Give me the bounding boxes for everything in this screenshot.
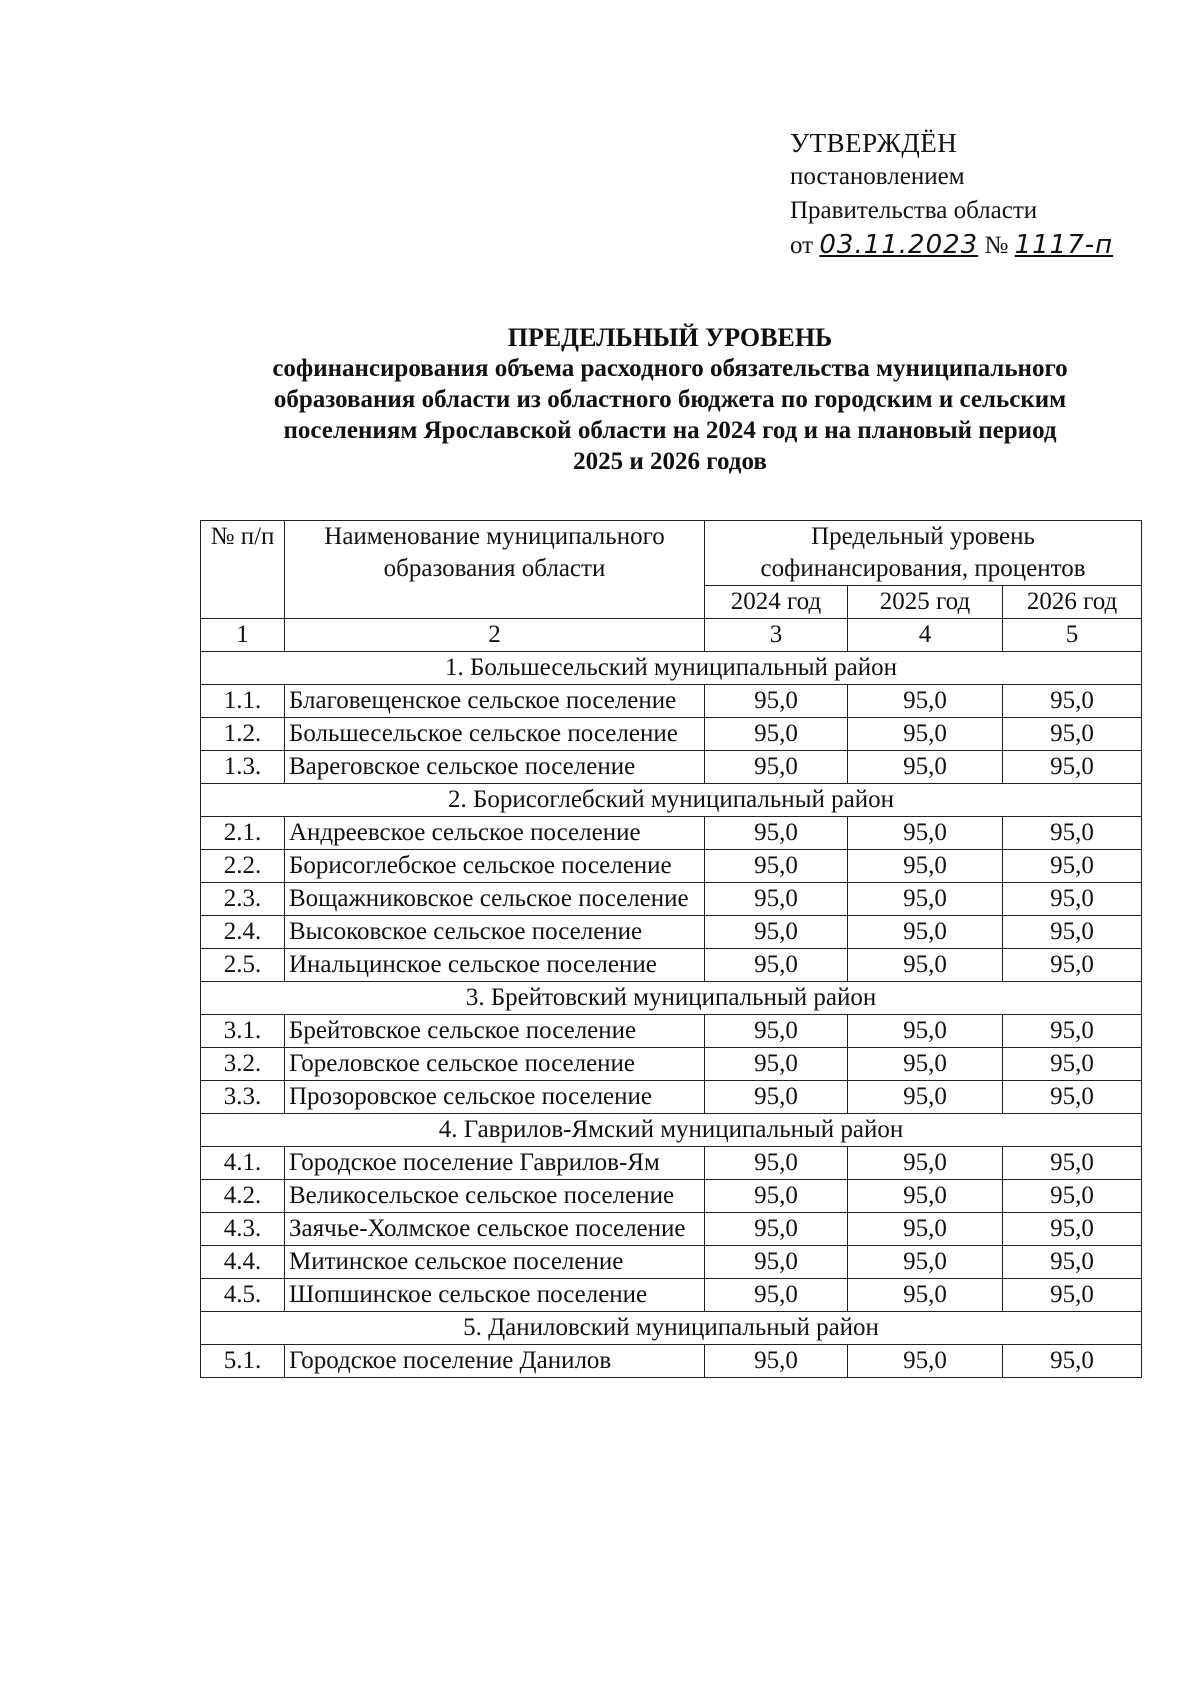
title-subtitle-2: образования области из областного бюджета по городским и сельским	[273, 386, 1067, 413]
municipality-name: Инальцинское сельское поселение	[285, 949, 705, 982]
value-2024: 95,0	[705, 1081, 848, 1114]
row-number: 2.5.	[201, 949, 285, 982]
value-2025: 95,0	[848, 883, 1003, 916]
value-2024: 95,0	[705, 1180, 848, 1213]
approval-stamp: УТВЕРЖДЁН	[790, 128, 958, 158]
cofinancing-table	[200, 520, 1142, 1378]
table-row	[201, 817, 1142, 850]
row-number: 3.1.	[201, 1015, 285, 1048]
municipality-name: Благовещенское сельское поселение	[285, 685, 705, 718]
value-2026: 95,0	[1003, 817, 1142, 850]
number-prefix: №	[984, 232, 1009, 259]
municipality-name: Заячье-Холмское сельское поселение	[285, 1213, 705, 1246]
col-number-2: 2	[285, 619, 705, 652]
value-2026: 95,0	[1003, 1147, 1142, 1180]
value-2025: 95,0	[848, 718, 1003, 751]
section-title: 3. Брейтовский муниципальный район	[201, 982, 1142, 1015]
row-number: 4.4.	[201, 1246, 285, 1279]
value-2026: 95,0	[1003, 1015, 1142, 1048]
table-row	[201, 1213, 1142, 1246]
value-2026: 95,0	[1003, 1048, 1142, 1081]
table-row	[201, 850, 1142, 883]
header-year-2026: 2026 год	[1003, 586, 1142, 619]
municipality-name: Большесельское сельское поселение	[285, 718, 705, 751]
municipality-name: Андреевское сельское поселение	[285, 817, 705, 850]
title-main: ПРЕДЕЛЬНЫЙ УРОВЕНЬ	[507, 323, 833, 352]
row-number: 4.5.	[201, 1279, 285, 1312]
value-2025: 95,0	[848, 1279, 1003, 1312]
value-2026: 95,0	[1003, 751, 1142, 784]
value-2025: 95,0	[848, 949, 1003, 982]
municipality-name: Великосельское сельское поселение	[285, 1180, 705, 1213]
row-number: 2.1.	[201, 817, 285, 850]
value-2024: 95,0	[705, 1213, 848, 1246]
table-header	[201, 521, 1142, 652]
value-2026: 95,0	[1003, 883, 1142, 916]
table-row	[201, 883, 1142, 916]
municipality-name: Высоковское сельское поселение	[285, 916, 705, 949]
table-row	[201, 949, 1142, 982]
header-level: Предельный уровень софинансирования, процентов	[705, 521, 1142, 586]
section-title: 5. Даниловский муниципальный район	[201, 1312, 1142, 1345]
approval-date-line	[790, 228, 1113, 263]
value-2025: 95,0	[848, 1048, 1003, 1081]
value-2024: 95,0	[705, 1048, 848, 1081]
value-2025: 95,0	[848, 850, 1003, 883]
table-row	[201, 685, 1142, 718]
value-2024: 95,0	[705, 817, 848, 850]
row-number: 1.1.	[201, 685, 285, 718]
municipality-name: Гореловское сельское поселение	[285, 1048, 705, 1081]
value-2025: 95,0	[848, 751, 1003, 784]
title-subtitle-3: поселениям Ярославской области на 2024 год и на плановый период	[283, 417, 1057, 444]
table-row	[201, 1048, 1142, 1081]
approval-authority: Правительства области	[790, 197, 1038, 224]
value-2024: 95,0	[705, 1147, 848, 1180]
title-subtitle-1: софинансирования объема расходного обязательства муниципального	[272, 355, 1068, 382]
table-row	[201, 1246, 1142, 1279]
col-number-5: 5	[1003, 619, 1142, 652]
section-row	[201, 652, 1142, 685]
row-number: 3.3.	[201, 1081, 285, 1114]
title-subtitle-4: 2025 и 2026 годов	[573, 448, 767, 475]
value-2025: 95,0	[848, 1180, 1003, 1213]
table-row	[201, 1345, 1142, 1378]
municipality-name: Брейтовское сельское поселение	[285, 1015, 705, 1048]
value-2026: 95,0	[1003, 1180, 1142, 1213]
approval-date: 03.11.2023	[819, 230, 979, 260]
table-row	[201, 718, 1142, 751]
value-2025: 95,0	[848, 1213, 1003, 1246]
municipality-name: Шопшинское сельское поселение	[285, 1279, 705, 1312]
row-number: 5.1.	[201, 1345, 285, 1378]
section-title: 2. Борисоглебский муниципальный район	[201, 784, 1142, 817]
value-2025: 95,0	[848, 1081, 1003, 1114]
municipality-name: Борисоглебское сельское поселение	[285, 850, 705, 883]
value-2026: 95,0	[1003, 850, 1142, 883]
value-2024: 95,0	[705, 685, 848, 718]
value-2024: 95,0	[705, 949, 848, 982]
section-title: 4. Гаврилов-Ямский муниципальный район	[201, 1114, 1142, 1147]
header-num: № п/п	[201, 521, 285, 619]
approval-number: 1117-п	[1014, 230, 1114, 260]
value-2026: 95,0	[1003, 1345, 1142, 1378]
value-2025: 95,0	[848, 817, 1003, 850]
col-number-4: 4	[848, 619, 1003, 652]
value-2024: 95,0	[705, 1015, 848, 1048]
value-2025: 95,0	[848, 1015, 1003, 1048]
value-2026: 95,0	[1003, 949, 1142, 982]
value-2026: 95,0	[1003, 1279, 1142, 1312]
table-row	[201, 751, 1142, 784]
value-2026: 95,0	[1003, 916, 1142, 949]
row-number: 2.4.	[201, 916, 285, 949]
municipality-name: Вощажниковское сельское поселение	[285, 883, 705, 916]
table-row	[201, 1279, 1142, 1312]
approval-block	[790, 126, 1113, 263]
section-row	[201, 982, 1142, 1015]
header-name: Наименование муниципального образования области	[285, 521, 705, 619]
value-2026: 95,0	[1003, 1213, 1142, 1246]
row-number: 4.1.	[201, 1147, 285, 1180]
section-row	[201, 1312, 1142, 1345]
header-year-2024: 2024 год	[705, 586, 848, 619]
value-2024: 95,0	[705, 916, 848, 949]
table-row	[201, 1015, 1142, 1048]
municipality-name: Митинское сельское поселение	[285, 1246, 705, 1279]
value-2026: 95,0	[1003, 1246, 1142, 1279]
value-2025: 95,0	[848, 1345, 1003, 1378]
municipality-name: Городское поселение Данилов	[285, 1345, 705, 1378]
value-2025: 95,0	[848, 916, 1003, 949]
value-2024: 95,0	[705, 850, 848, 883]
municipality-name: Городское поселение Гаврилов-Ям	[285, 1147, 705, 1180]
value-2025: 95,0	[848, 685, 1003, 718]
section-row	[201, 1114, 1142, 1147]
table-row	[201, 1147, 1142, 1180]
value-2025: 95,0	[848, 1246, 1003, 1279]
document-title	[200, 322, 1140, 477]
value-2024: 95,0	[705, 1345, 848, 1378]
table-body	[201, 652, 1142, 1378]
row-number: 1.2.	[201, 718, 285, 751]
row-number: 2.3.	[201, 883, 285, 916]
col-number-1: 1	[201, 619, 285, 652]
municipality-name: Прозоровское сельское поселение	[285, 1081, 705, 1114]
col-number-3: 3	[705, 619, 848, 652]
value-2025: 95,0	[848, 1147, 1003, 1180]
municipality-name: Вареговское сельское поселение	[285, 751, 705, 784]
approval-decree: постановлением	[790, 163, 965, 190]
table-row	[201, 1081, 1142, 1114]
value-2026: 95,0	[1003, 1081, 1142, 1114]
value-2024: 95,0	[705, 883, 848, 916]
table-row	[201, 1180, 1142, 1213]
value-2026: 95,0	[1003, 685, 1142, 718]
date-prefix: от	[790, 232, 814, 259]
row-number: 1.3.	[201, 751, 285, 784]
row-number: 3.2.	[201, 1048, 285, 1081]
row-number: 4.2.	[201, 1180, 285, 1213]
value-2024: 95,0	[705, 1246, 848, 1279]
value-2026: 95,0	[1003, 718, 1142, 751]
header-year-2025: 2025 год	[848, 586, 1003, 619]
table-row	[201, 916, 1142, 949]
value-2024: 95,0	[705, 751, 848, 784]
row-number: 4.3.	[201, 1213, 285, 1246]
row-number: 2.2.	[201, 850, 285, 883]
value-2024: 95,0	[705, 718, 848, 751]
section-title: 1. Большесельский муниципальный район	[201, 652, 1142, 685]
value-2024: 95,0	[705, 1279, 848, 1312]
section-row	[201, 784, 1142, 817]
